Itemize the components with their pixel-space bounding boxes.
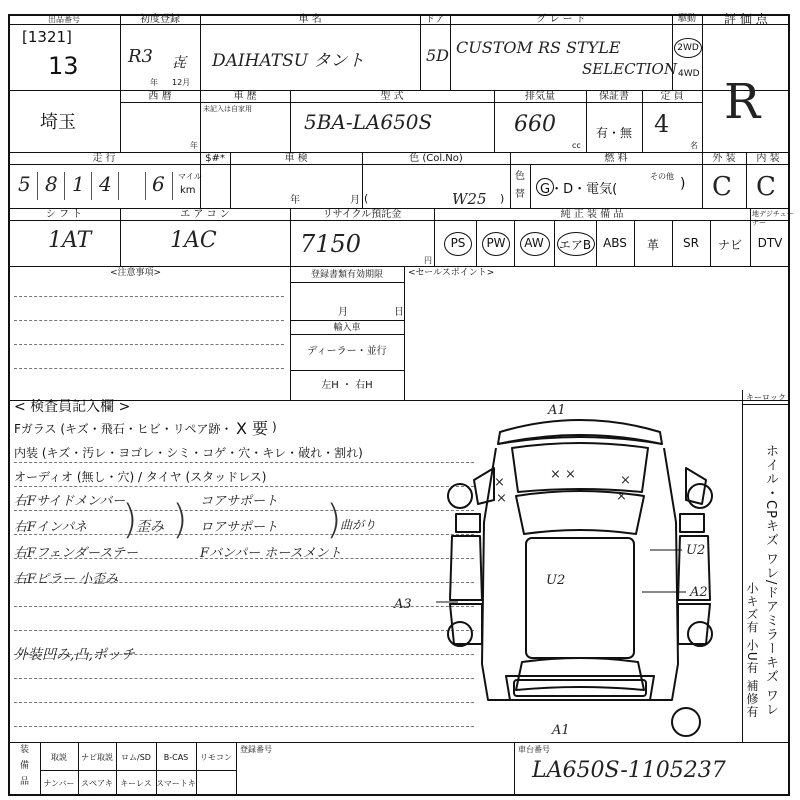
- exterior-value: C: [712, 172, 732, 202]
- grade-label: グ レ ー ド: [536, 14, 586, 25]
- equip-sunroof: SR: [683, 236, 699, 250]
- mark-u2-right: U2: [686, 543, 706, 558]
- door-value: 5D: [426, 46, 450, 65]
- car-name-label: 車 名: [298, 14, 322, 25]
- car-diagram: [394, 403, 740, 744]
- sales-point-label: <セールスポイント>: [408, 268, 495, 278]
- note-mid-word: 歪み: [136, 519, 164, 535]
- first-reg-month-mark: 12月: [172, 78, 191, 87]
- ac-value: 1AC: [170, 228, 217, 253]
- glass-line: Fガラス (キズ・飛石・ヒビ・リペア跡・: [14, 422, 233, 436]
- equipment-label: 純 正 装 備 品: [560, 209, 624, 220]
- doc-month: 月: [338, 307, 348, 318]
- mark-u2-roof: U2: [546, 573, 566, 588]
- fuel-other: その他: [650, 172, 674, 181]
- drive-label: 駆動: [677, 14, 696, 24]
- recycle-unit: 円: [424, 256, 432, 265]
- acc-bcas: B-CAS: [163, 753, 189, 762]
- note-left: 右Fフェンダーステー: [14, 546, 138, 561]
- equip-abs: ABS: [603, 236, 627, 250]
- inspection-label: 車 検: [284, 153, 308, 164]
- mark-x: ×: [496, 491, 507, 506]
- inspector-title: < 検査員記入欄 >: [14, 399, 131, 415]
- recycle-label: リサイクル預託金: [322, 209, 402, 220]
- import-steer: 左H ・ 右H: [321, 380, 373, 391]
- doc-day: 日: [394, 307, 404, 318]
- mark-a1-rear: A1: [552, 723, 570, 738]
- tuner-label: 地デジチューナー: [752, 210, 794, 227]
- prefecture: 埼玉: [40, 112, 76, 133]
- mark-x: ×: [494, 475, 505, 490]
- smeter-label: $#*: [205, 153, 225, 164]
- grade-value-2: SELECTION: [582, 60, 677, 78]
- equip-aw: AW: [524, 236, 544, 250]
- model-value: 5BA-LA650S: [304, 110, 433, 134]
- brace-mid: ): [172, 497, 188, 543]
- key-lock-label: キーロック: [746, 393, 786, 402]
- interior-value: C: [756, 172, 776, 202]
- capacity-value: 4: [654, 110, 670, 138]
- cc-unit: cc: [572, 141, 581, 150]
- fuel-label: 燃 料: [604, 153, 628, 164]
- car-name-value: DAIHATSU タント: [212, 51, 365, 71]
- reg-number-label: 登録番号: [240, 745, 272, 754]
- left-front-fender: [456, 514, 480, 532]
- drive-2wd-circled: 2WD: [674, 38, 702, 58]
- recycle-value: 7150: [300, 230, 362, 258]
- lot-number: 13: [48, 52, 79, 80]
- score-value: R: [724, 74, 761, 130]
- color-change-label: 替: [515, 189, 525, 200]
- first-reg-value: R3: [128, 46, 154, 67]
- warranty-value: 有・無: [596, 126, 633, 140]
- shift-label: シ フ ト: [45, 209, 83, 220]
- brace-left: ): [122, 497, 138, 543]
- warranty-label: 保証書: [599, 91, 629, 102]
- interior-label: 内 装: [756, 153, 780, 164]
- mileage-unit-mile: マイル: [178, 172, 202, 181]
- mileage-digit: 8: [45, 172, 58, 196]
- note-right: Fバンパー ホースメント: [200, 546, 342, 561]
- roof: [526, 538, 634, 658]
- door-label: ドア: [425, 14, 445, 25]
- mileage-digit: 1: [72, 172, 85, 196]
- import-label: 輸入車: [333, 323, 361, 333]
- mark-x: ×: [620, 473, 631, 488]
- equip-ps: PS: [450, 236, 466, 250]
- first-reg-year-mark: 年: [150, 78, 158, 87]
- acc-rom-sd: ロム/SD: [121, 753, 151, 762]
- import-dealer: ディーラー・並行: [307, 346, 387, 357]
- note-far-word: 曲がり: [340, 518, 377, 532]
- acc-plate: ナンバー: [43, 779, 75, 788]
- mileage-digit: 4: [99, 172, 112, 196]
- mileage-digit: 5: [18, 172, 31, 196]
- shift-value: 1AT: [48, 228, 92, 253]
- exterior-label: 外 装: [712, 153, 736, 164]
- note-left: 右Fピラー 小歪み: [14, 572, 119, 587]
- wheel: [448, 622, 472, 646]
- first-reg-scribble: 㐂: [172, 55, 186, 71]
- note-right: ロアサポート: [200, 520, 279, 535]
- fuel-value: G・D・電気(: [540, 182, 618, 197]
- acc-spare-key: スペアキー: [81, 779, 113, 799]
- model-label: 型 式: [380, 91, 404, 102]
- audio-line: オーディオ (無し・穴) / タイヤ (スタッドレス): [14, 470, 267, 484]
- acc-manual: 取説: [51, 753, 67, 762]
- rear-window: [516, 658, 644, 690]
- equip-airbag: エアB: [558, 238, 592, 252]
- inspection-year: 年: [290, 195, 300, 206]
- left-front-door: [450, 536, 482, 600]
- equip-navi: ナビ: [717, 238, 742, 252]
- history-note: 未記入は自家用: [203, 105, 252, 113]
- mark-a2-right: A2: [690, 585, 708, 600]
- color-paren-open: (: [364, 192, 369, 205]
- mark-x: ×: [616, 489, 627, 504]
- grade-value-1: CUSTOM RS STYLE: [456, 38, 621, 57]
- acc-smart-key: スマートキー: [156, 779, 196, 799]
- color-change-label: 色: [515, 171, 525, 182]
- history-label: 車 歴: [233, 91, 257, 102]
- mileage-label: 走 行: [92, 153, 116, 164]
- mark-a3-left: A3: [394, 597, 412, 612]
- fuel-close: ): [680, 176, 686, 192]
- drive-4wd: 4WD: [678, 69, 700, 79]
- side-vertical-text-2: 小キズ有 小U有 補修有: [745, 582, 759, 719]
- acc-keyless: キーレス: [120, 779, 152, 788]
- note-right: コアサポート: [200, 494, 279, 509]
- displacement-value: 660: [514, 112, 556, 137]
- capacity-label: 定 員: [660, 91, 684, 102]
- wheel: [448, 484, 472, 508]
- accessories-label: 装: [20, 745, 30, 755]
- color-paren-close: ): [500, 192, 505, 205]
- glass-close: ): [272, 420, 277, 434]
- note-left: 右Fサイドメンバー: [14, 494, 126, 509]
- inspection-month: 月: [350, 195, 360, 206]
- color-label: 色 (Col.No): [409, 153, 463, 164]
- accessories-label: 備: [20, 761, 30, 771]
- spare-wheel: [672, 708, 700, 736]
- mark-x-hood: × ×: [550, 467, 576, 482]
- color-value: W25: [452, 190, 487, 208]
- lot-label: 出品番号: [48, 15, 80, 24]
- doc-expiry-label: 登録書類有効期限: [310, 270, 383, 280]
- caution-label: <注意事項>: [110, 268, 162, 278]
- body-outline: [482, 448, 678, 700]
- year-mark-2: 年: [190, 141, 198, 150]
- displacement-label: 排気量: [525, 91, 555, 102]
- equip-pw: PW: [486, 236, 506, 250]
- accessories-label: 品: [20, 777, 30, 787]
- seireki-label: 西 暦: [148, 91, 172, 102]
- equip-leather: 革: [646, 238, 659, 252]
- score-label: 評 価 点: [724, 12, 768, 26]
- capacity-unit: 名: [690, 141, 698, 150]
- interior-line: 内装 (キズ・汚レ・ヨゴレ・シミ・コゲ・穴・キレ・破れ・割れ): [14, 446, 363, 460]
- mileage-unit-km: km: [180, 185, 196, 196]
- note-left: 右Fインパネ: [14, 520, 88, 535]
- mileage-digit: 6: [152, 172, 165, 196]
- mark-a1-front: A1: [548, 403, 566, 418]
- ac-label: エ ア コ ン: [180, 209, 230, 220]
- tuner-value: DTV: [757, 236, 783, 250]
- acc-remote: リモコン: [200, 753, 232, 762]
- side-vertical-text-1: ホイル・CPキズ ワレ/ドアミラーキズ ワレ: [763, 444, 778, 717]
- exterior-note: 外装凹み,凸,ポッチ: [14, 647, 135, 663]
- lot-code: [1321]: [22, 28, 72, 46]
- wheel: [688, 622, 712, 646]
- right-front-fender: [680, 514, 704, 532]
- brace-right: ): [326, 497, 342, 543]
- chassis-value: LA650S-1105237: [532, 758, 726, 783]
- glass-x: X 要: [236, 419, 269, 438]
- chassis-label: 車台番号: [518, 745, 550, 754]
- acc-navi-manual: ナビ取説: [81, 753, 113, 762]
- first-reg-label: 初度登録: [140, 14, 180, 25]
